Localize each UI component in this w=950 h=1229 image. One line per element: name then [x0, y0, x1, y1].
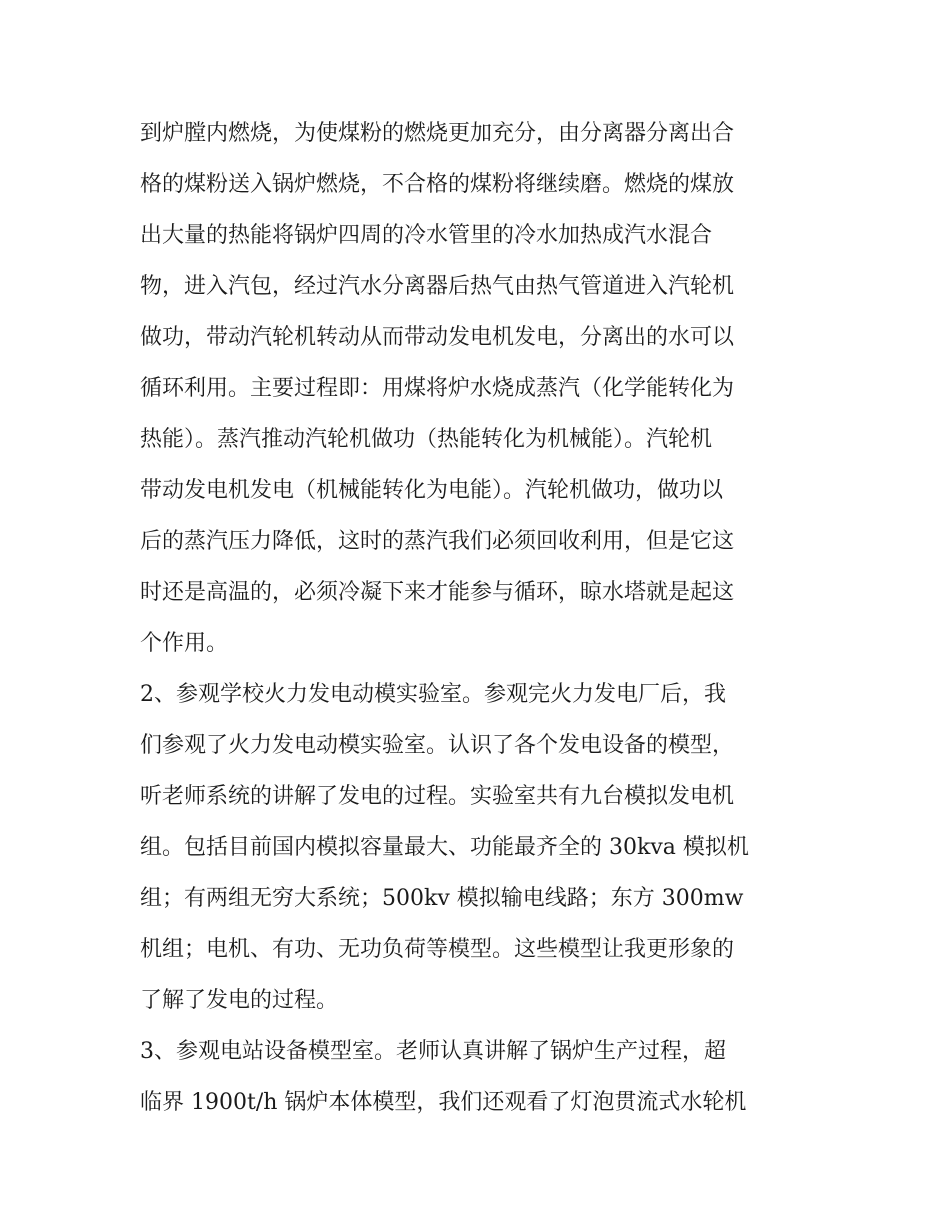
- text-line: 循环利用。主要过程即：用煤将炉水烧成蒸汽（化学能转化为: [140, 376, 735, 401]
- text-line: 个作用。: [140, 631, 229, 656]
- text-line: 时还是高温的，必须冷凝下来才能参与循环，晾水塔就是起这: [140, 580, 735, 605]
- text-line: 带动发电机发电（机械能转化为电能）。汽轮机做功，做功以: [140, 478, 724, 503]
- text-line: 机组；电机、有功、无功负荷等模型。这些模型让我更形象的: [140, 937, 735, 962]
- text-line: 组；有两组无穷大系统；500kv 模拟输电线路；东方 300mw: [140, 886, 744, 911]
- text-line: 到炉膛内燃烧，为使煤粉的燃烧更加充分，由分离器分离出合: [140, 121, 735, 146]
- text-line: 热能）。蒸汽推动汽轮机做功（热能转化为机械能）。汽轮机: [140, 427, 713, 452]
- text-line: 做功，带动汽轮机转动从而带动发电机发电，分离出的水可以: [140, 325, 735, 350]
- document-body: [140, 108, 812, 1128]
- text-line: 临界 1900t/h 锅炉本体模型，我们还观看了灯泡贯流式水轮机: [140, 1090, 747, 1115]
- text-line: 听老师系统的讲解了发电的过程。实验室共有九台模拟发电机: [140, 784, 735, 809]
- text-line: 组。包括目前国内模拟容量最大、功能最齐全的 30kva 模拟机: [140, 835, 749, 860]
- text-line: 格的煤粉送入锅炉燃烧，不合格的煤粉将继续磨。燃烧的煤放: [140, 172, 735, 197]
- text-line: 们参观了火力发电动模实验室。认识了各个发电设备的模型，: [140, 733, 735, 758]
- text-line: 3、参观电站设备模型室。老师认真讲解了锅炉生产过程，超: [140, 1039, 726, 1064]
- text-line: 后的蒸汽压力降低，这时的蒸汽我们必须回收利用，但是它这: [140, 529, 735, 554]
- text-line: 出大量的热能将锅炉四周的冷水管里的冷水加热成汽水混合: [140, 223, 713, 248]
- text-line: 了解了发电的过程。: [140, 988, 339, 1013]
- text-line: 物，进入汽包，经过汽水分离器后热气由热气管道进入汽轮机: [140, 274, 735, 299]
- text-line: 2、参观学校火力发电动模实验室。参观完火力发电厂后，我: [140, 682, 726, 707]
